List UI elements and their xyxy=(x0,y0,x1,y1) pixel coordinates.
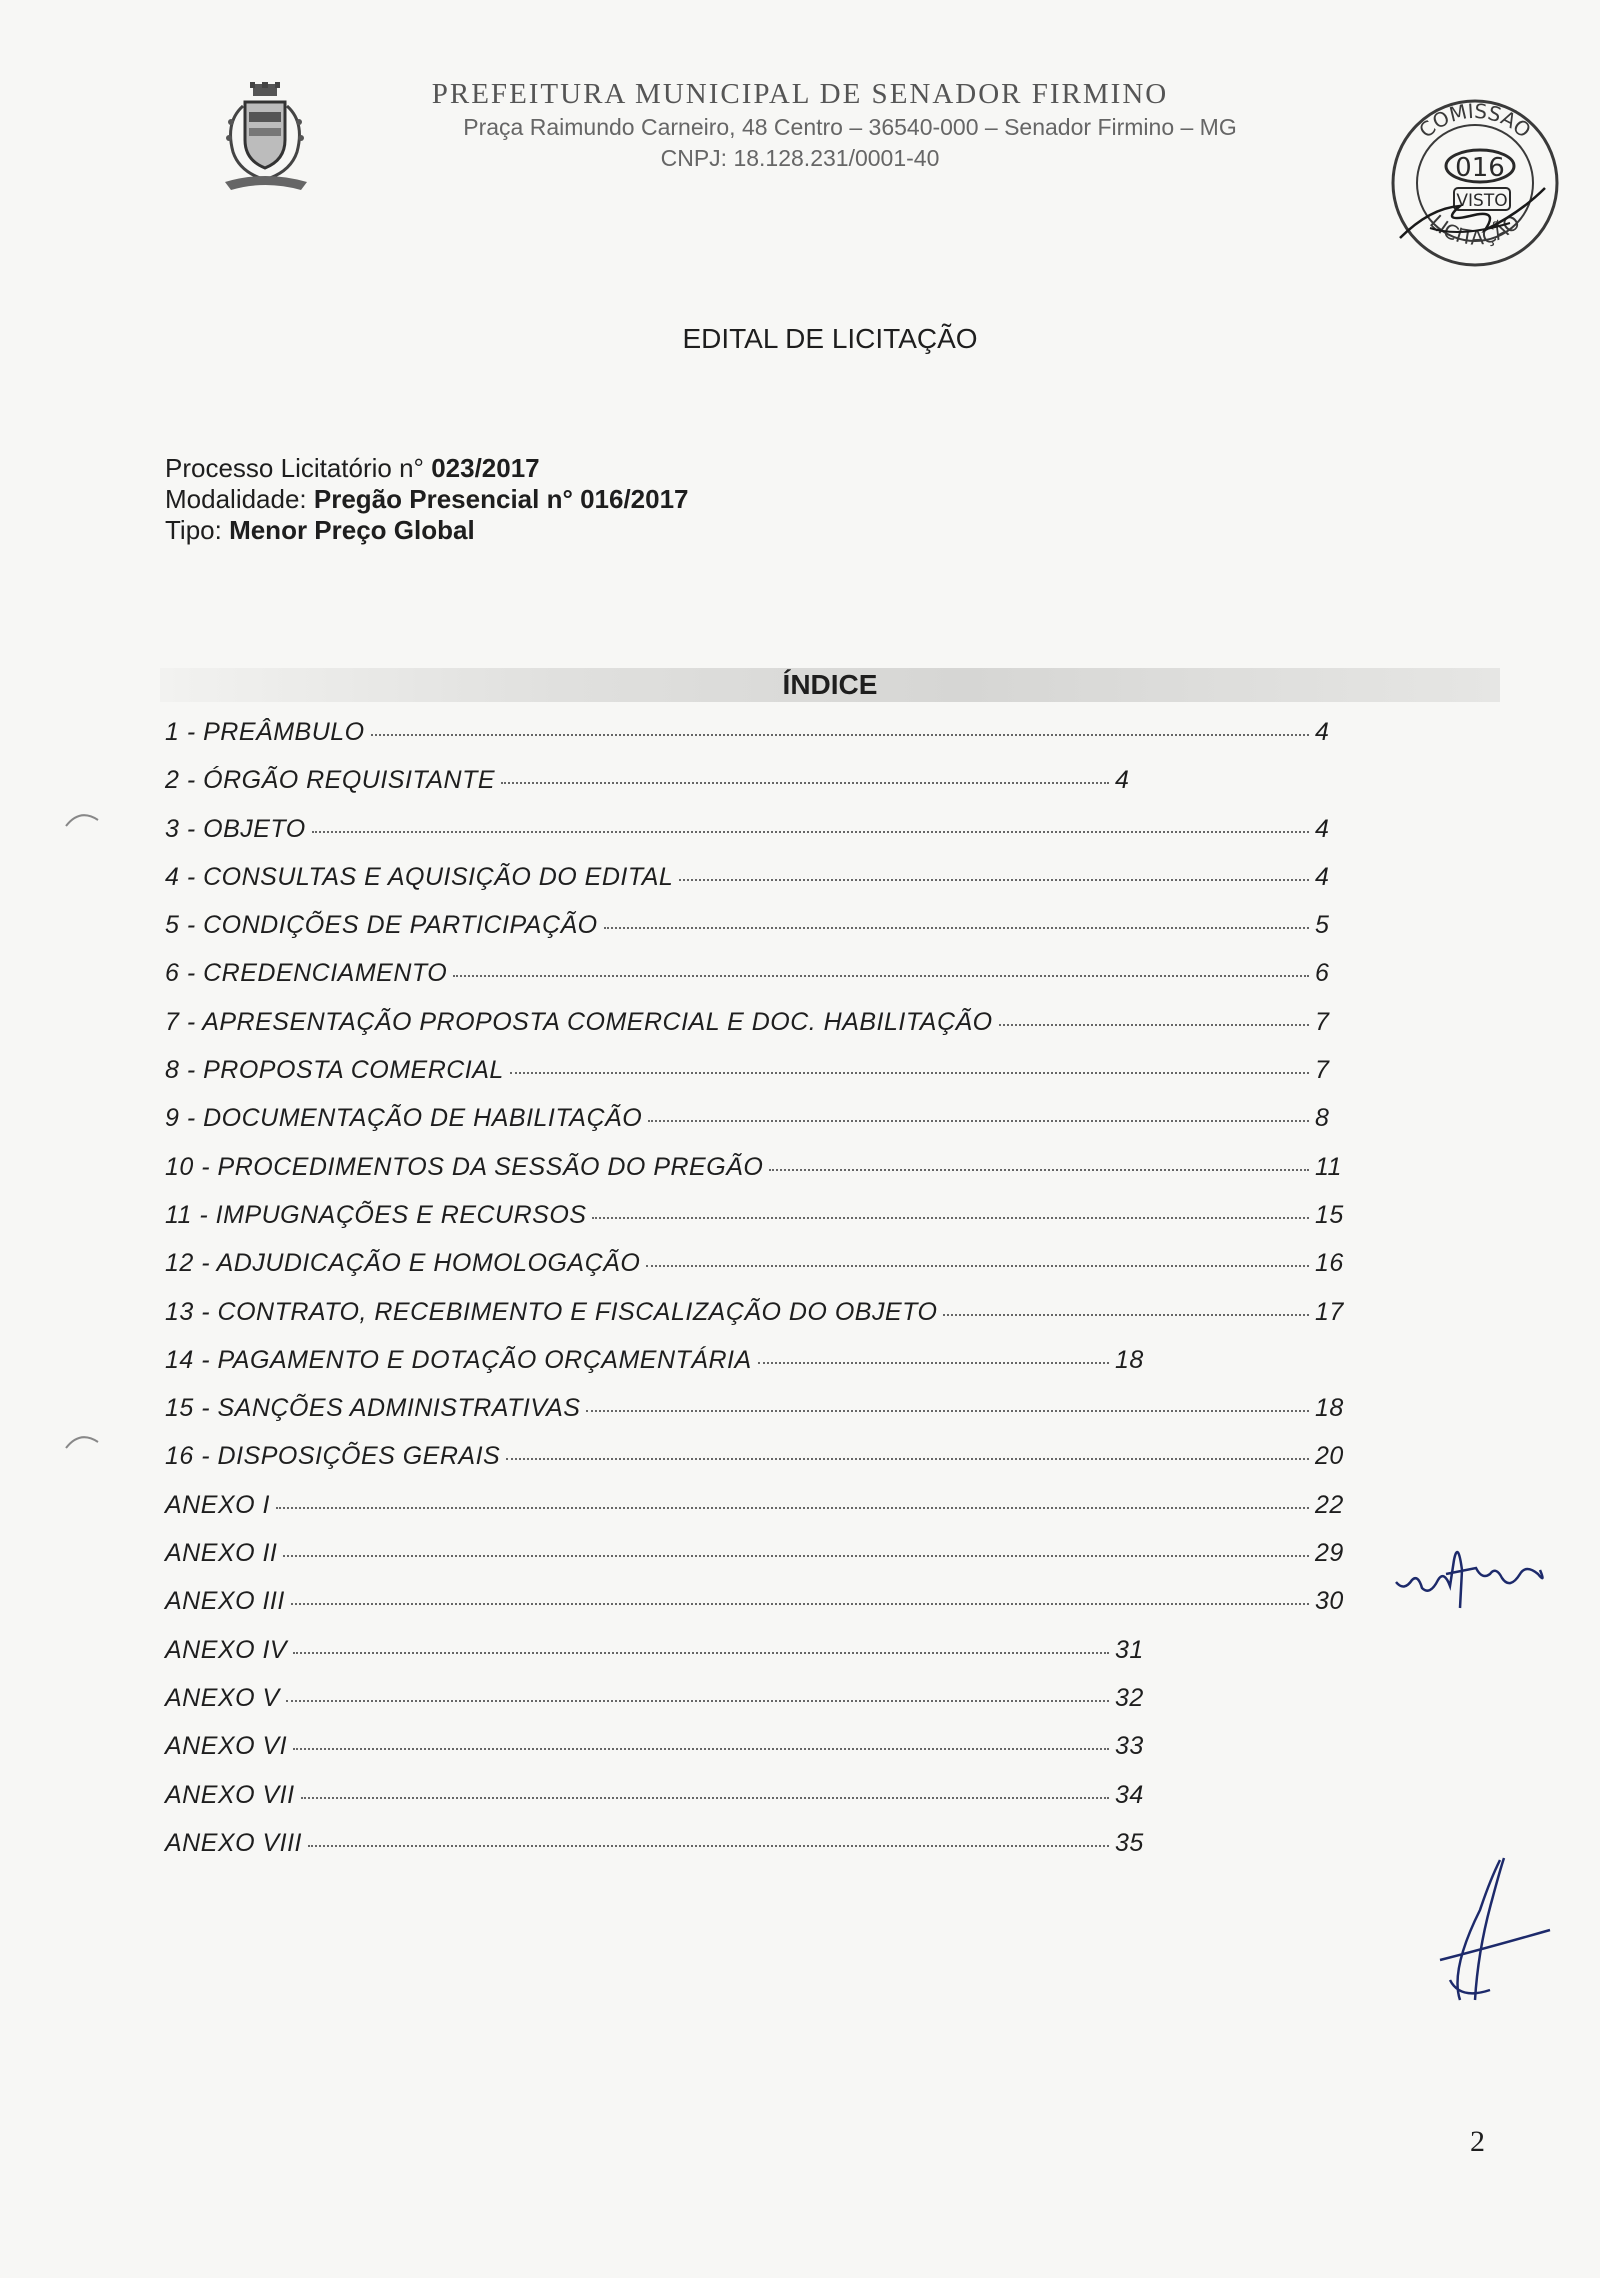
toc-entry xyxy=(165,911,1345,959)
table-of-contents xyxy=(165,718,1345,1877)
toc-entry-label: 8 - PROPOSTA COMERCIAL xyxy=(165,1056,504,1085)
toc-leader-dots xyxy=(293,1748,1109,1750)
toc-entry-label: 10 - PROCEDIMENTOS DA SESSÃO DO PREGÃO xyxy=(165,1152,764,1181)
toc-entry xyxy=(165,1249,1345,1297)
margin-mark xyxy=(62,1428,102,1452)
toc-leader-dots xyxy=(758,1362,1109,1364)
stamp-number: 016 xyxy=(1455,153,1505,183)
toc-entry xyxy=(165,1684,1145,1732)
toc-entry-label: 3 - OBJETO xyxy=(165,814,306,843)
toc-entry xyxy=(165,863,1345,911)
svg-text:COMISSÃO xyxy=(1414,99,1535,143)
handwritten-signature xyxy=(1420,1850,1560,2030)
toc-entry-label: 5 - CONDIÇÕES DE PARTICIPAÇÃO xyxy=(165,911,598,940)
toc-entry-label: 13 - CONTRATO, RECEBIMENTO E FISCALIZAÇÃO DO OBJETO xyxy=(165,1297,938,1326)
toc-entry-page: 18 xyxy=(1115,1345,1144,1374)
toc-leader-dots xyxy=(453,975,1309,977)
toc-entry-label: ANEXO V xyxy=(165,1683,280,1712)
toc-leader-dots xyxy=(312,831,1309,833)
toc-entry xyxy=(165,1539,1345,1587)
toc-entry-page: 17 xyxy=(1315,1297,1344,1326)
toc-leader-dots xyxy=(308,1845,1109,1847)
toc-entry xyxy=(165,1587,1345,1635)
toc-entry-page: 4 xyxy=(1115,766,1130,795)
toc-entry-page: 34 xyxy=(1115,1780,1144,1809)
modality-value: Pregão Presencial n° 016/2017 xyxy=(313,484,689,514)
toc-leader-dots xyxy=(506,1458,1309,1460)
org-cnpj: CNPJ: 18.128.231/0001-40 xyxy=(660,145,940,171)
toc-entry-label: 16 - DISPOSIÇÕES GERAIS xyxy=(165,1442,501,1471)
type-label: Tipo: xyxy=(165,515,230,545)
toc-entry-page: 8 xyxy=(1315,1104,1330,1133)
toc-entry-label: 11 - IMPUGNAÇÕES E RECURSOS xyxy=(165,1200,587,1229)
toc-entry-page: 31 xyxy=(1115,1635,1144,1664)
toc-leader-dots xyxy=(679,879,1309,881)
toc-entry-label: 14 - PAGAMENTO E DOTAÇÃO ORÇAMENTÁRIA xyxy=(165,1345,752,1374)
toc-leader-dots xyxy=(646,1265,1309,1267)
toc-entry xyxy=(165,1394,1345,1442)
type-line xyxy=(165,515,475,546)
toc-entry-label: 4 - CONSULTAS E AQUISIÇÃO DO EDITAL xyxy=(165,862,674,891)
toc-entry xyxy=(165,1008,1345,1056)
toc-entry-page: 4 xyxy=(1315,814,1330,843)
toc-leader-dots xyxy=(283,1555,1309,1557)
toc-entry-label: 12 - ADJUDICAÇÃO E HOMOLOGAÇÃO xyxy=(165,1249,641,1278)
toc-entry-page: 4 xyxy=(1315,718,1330,746)
toc-leader-dots xyxy=(592,1217,1309,1219)
toc-entry xyxy=(165,1781,1145,1829)
toc-entry xyxy=(165,766,1145,814)
toc-leader-dots xyxy=(501,782,1109,784)
toc-entry xyxy=(165,1298,1345,1346)
toc-leader-dots xyxy=(510,1072,1309,1074)
modality-line xyxy=(165,484,689,515)
toc-entry xyxy=(165,959,1345,1007)
toc-entry-label: ANEXO VIII xyxy=(165,1828,302,1857)
toc-leader-dots xyxy=(286,1700,1109,1702)
toc-entry-page: 32 xyxy=(1115,1683,1144,1712)
document-title: EDITAL DE LICITAÇÃO xyxy=(682,323,978,354)
toc-entry xyxy=(165,718,1345,766)
toc-leader-dots xyxy=(276,1507,1309,1509)
toc-entry xyxy=(165,1201,1345,1249)
toc-entry xyxy=(165,1153,1345,1201)
toc-entry-label: ANEXO VI xyxy=(165,1732,288,1761)
toc-entry-label: 7 - APRESENTAÇÃO PROPOSTA COMERCIAL E DOC. HABILITAÇÃO xyxy=(165,1007,993,1036)
municipal-crest-icon xyxy=(215,82,315,192)
toc-entry xyxy=(165,1056,1345,1104)
org-name: PREFEITURA MUNICIPAL DE SENADOR FIRMINO xyxy=(431,78,1169,110)
toc-entry-page: 18 xyxy=(1315,1394,1344,1423)
toc-leader-dots xyxy=(943,1314,1309,1316)
toc-entry xyxy=(165,1491,1345,1539)
toc-entry-page: 16 xyxy=(1315,1249,1344,1278)
toc-leader-dots xyxy=(291,1603,1309,1605)
toc-entry xyxy=(165,1346,1145,1394)
toc-leader-dots xyxy=(586,1410,1309,1412)
toc-entry-label: ANEXO II xyxy=(165,1539,278,1568)
toc-entry-page: 33 xyxy=(1115,1732,1144,1761)
toc-leader-dots xyxy=(648,1120,1309,1122)
index-heading: ÍNDICE xyxy=(782,669,878,700)
modality-label: Modalidade: xyxy=(165,484,314,514)
toc-entry-page: 30 xyxy=(1315,1587,1344,1616)
process-number-line xyxy=(165,453,540,484)
toc-entry-page: 15 xyxy=(1315,1200,1344,1229)
toc-entry xyxy=(165,1732,1145,1780)
toc-entry-page: 5 xyxy=(1315,911,1330,940)
toc-entry-page: 11 xyxy=(1315,1152,1342,1181)
toc-leader-dots xyxy=(301,1797,1109,1799)
toc-entry-page: 20 xyxy=(1315,1442,1344,1471)
toc-leader-dots xyxy=(371,734,1309,736)
toc-entry-label: ANEXO VII xyxy=(165,1780,295,1809)
toc-entry-page: 35 xyxy=(1115,1828,1144,1857)
commission-stamp xyxy=(1370,88,1580,278)
toc-entry-page: 4 xyxy=(1315,862,1330,891)
toc-leader-dots xyxy=(604,927,1309,929)
toc-entry xyxy=(165,1104,1345,1152)
toc-entry-label: 2 - ÓRGÃO REQUISITANTE xyxy=(165,766,496,795)
toc-entry-label: 1 - PREÂMBULO xyxy=(165,718,365,746)
stamp-top-text: COMISSÃO xyxy=(1414,98,1536,143)
toc-leader-dots xyxy=(293,1652,1109,1654)
page-number: 2 xyxy=(1470,2125,1485,2158)
toc-entry-label: ANEXO IV xyxy=(165,1635,288,1664)
process-number-label: Processo Licitatório n° xyxy=(165,453,432,483)
org-address: Praça Raimundo Carneiro, 48 Centro – 36540-000 – Senador Firmino – MG xyxy=(463,114,1237,140)
toc-entry-label: 6 - CREDENCIAMENTO xyxy=(165,959,448,988)
toc-leader-dots xyxy=(769,1169,1309,1171)
toc-leader-dots xyxy=(999,1024,1309,1026)
toc-entry-page: 29 xyxy=(1315,1539,1344,1568)
toc-entry xyxy=(165,1442,1345,1490)
toc-entry xyxy=(165,1636,1145,1684)
handwritten-initials-signature xyxy=(1390,1530,1560,1620)
type-value: Menor Preço Global xyxy=(229,515,475,545)
toc-entry-page: 6 xyxy=(1315,959,1330,988)
toc-entry-label: 9 - DOCUMENTAÇÃO DE HABILITAÇÃO xyxy=(165,1104,643,1133)
toc-entry-label: ANEXO III xyxy=(165,1587,285,1616)
margin-mark xyxy=(62,806,102,830)
toc-entry xyxy=(165,1829,1145,1877)
toc-entry-page: 7 xyxy=(1315,1007,1330,1036)
toc-entry-label: 15 - SANÇÕES ADMINISTRATIVAS xyxy=(165,1394,581,1423)
toc-entry xyxy=(165,815,1345,863)
toc-entry-page: 22 xyxy=(1315,1490,1344,1519)
stamp-bottom-text: LICITAÇÃO xyxy=(1425,209,1525,250)
toc-entry-label: ANEXO I xyxy=(165,1490,270,1519)
toc-entry-page: 7 xyxy=(1315,1056,1330,1085)
stamp-mid-text: VISTO xyxy=(1456,191,1508,211)
process-number-value: 023/2017 xyxy=(431,453,540,483)
